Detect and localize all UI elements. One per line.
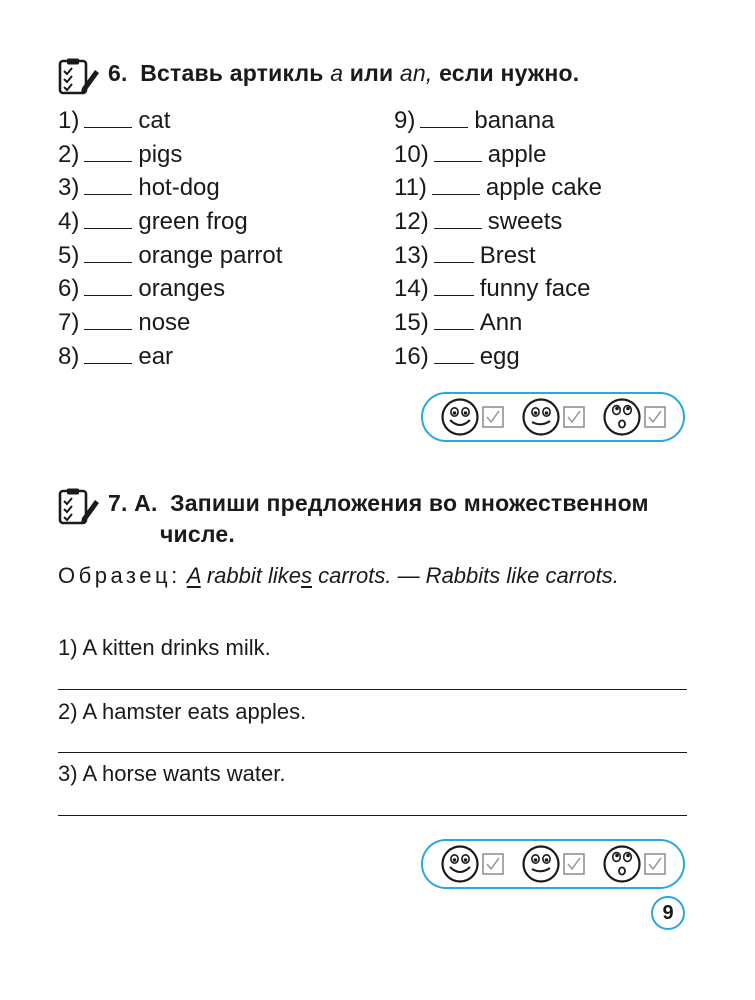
exercise-item: 4) green frog [58,208,248,236]
rating-option-thinking [602,397,666,437]
exercise-item: 11) apple cake [394,174,602,202]
exercise-item: 13) Brest [394,241,536,269]
answer-blank[interactable] [434,310,474,330]
answer-blank[interactable] [84,344,132,364]
task-number: 7. А. [108,490,158,516]
answer-blank[interactable] [434,209,482,229]
task-7-header [58,488,688,550]
self-assessment-rating [421,839,685,889]
checkbox-icon[interactable] [563,406,585,428]
rating-option-grinning [521,397,585,437]
sentence-item: 1) A kitten drinks milk. [58,635,271,660]
exercise-item: 7) nose [58,309,191,337]
sample-label: Образец: [58,563,181,588]
exercise-item: 2) pigs [58,140,183,168]
grinning-face-icon [521,844,561,884]
writing-line[interactable] [58,815,687,816]
grinning-face-icon [521,397,561,437]
answer-blank[interactable] [434,276,474,296]
checkbox-icon[interactable] [482,406,504,428]
rating-option-grinning [521,844,585,884]
answer-blank[interactable] [420,108,468,128]
exercise-item: 9) banana [394,107,555,134]
answer-blank[interactable] [84,209,132,229]
rating-option-happy [440,844,504,884]
task-number: 6. [108,60,128,86]
happy-face-icon [440,397,480,437]
answer-blank[interactable] [84,310,132,330]
writing-line[interactable] [58,689,687,690]
sentence-item: 2) A hamster eats apples. [58,699,307,724]
checklist-pencil-icon [58,58,100,96]
checkbox-icon[interactable] [563,853,585,875]
answer-blank[interactable] [84,243,132,263]
answer-blank[interactable] [434,142,482,162]
answer-blank[interactable] [84,108,132,128]
sample-sentence: Образец: A rabbit likes carrots. — Rabbits like carrots. [58,563,619,588]
page-number: 9 [651,896,685,930]
rating-option-happy [440,397,504,437]
exercise-item: 15) Ann [394,309,523,337]
exercise-item: 12) sweets [394,208,563,236]
exercise-item: 16) egg [394,342,520,370]
article-an: an, [399,60,433,86]
checkbox-icon[interactable] [482,853,504,875]
task-7-title: 7. А. Запиши предложения во множественном числе. [108,490,649,547]
checklist-pencil-icon [58,488,100,526]
exercise-list-left [58,104,282,374]
exercise-item: 3) hot-dog [58,174,220,202]
exercise-item: 1) cat [58,107,171,134]
exercise-item: 5) orange parrot [58,241,283,269]
checkbox-icon[interactable] [644,853,666,875]
answer-blank[interactable] [432,175,480,195]
exercise-item: 10) apple [394,140,547,168]
answer-blank[interactable] [434,344,474,364]
exercise-item: 6) oranges [58,275,226,303]
thinking-face-icon [602,397,642,437]
exercise-list-right [394,104,602,374]
answer-blank[interactable] [84,142,132,162]
sentence-item: 3) A horse wants water. [58,761,286,786]
exercise-item: 8) ear [58,342,174,370]
self-assessment-rating [421,392,685,442]
answer-blank[interactable] [84,175,132,195]
task-6-title: 6. Вставь артикль a или an, если нужно. [108,60,580,86]
task-6-header [58,58,579,96]
article-a: a [330,60,344,86]
happy-face-icon [440,844,480,884]
thinking-face-icon [602,844,642,884]
answer-blank[interactable] [84,276,132,296]
checkbox-icon[interactable] [644,406,666,428]
answer-blank[interactable] [434,243,474,263]
exercise-item: 14) funny face [394,275,591,303]
writing-line[interactable] [58,752,687,753]
rating-option-thinking [602,844,666,884]
